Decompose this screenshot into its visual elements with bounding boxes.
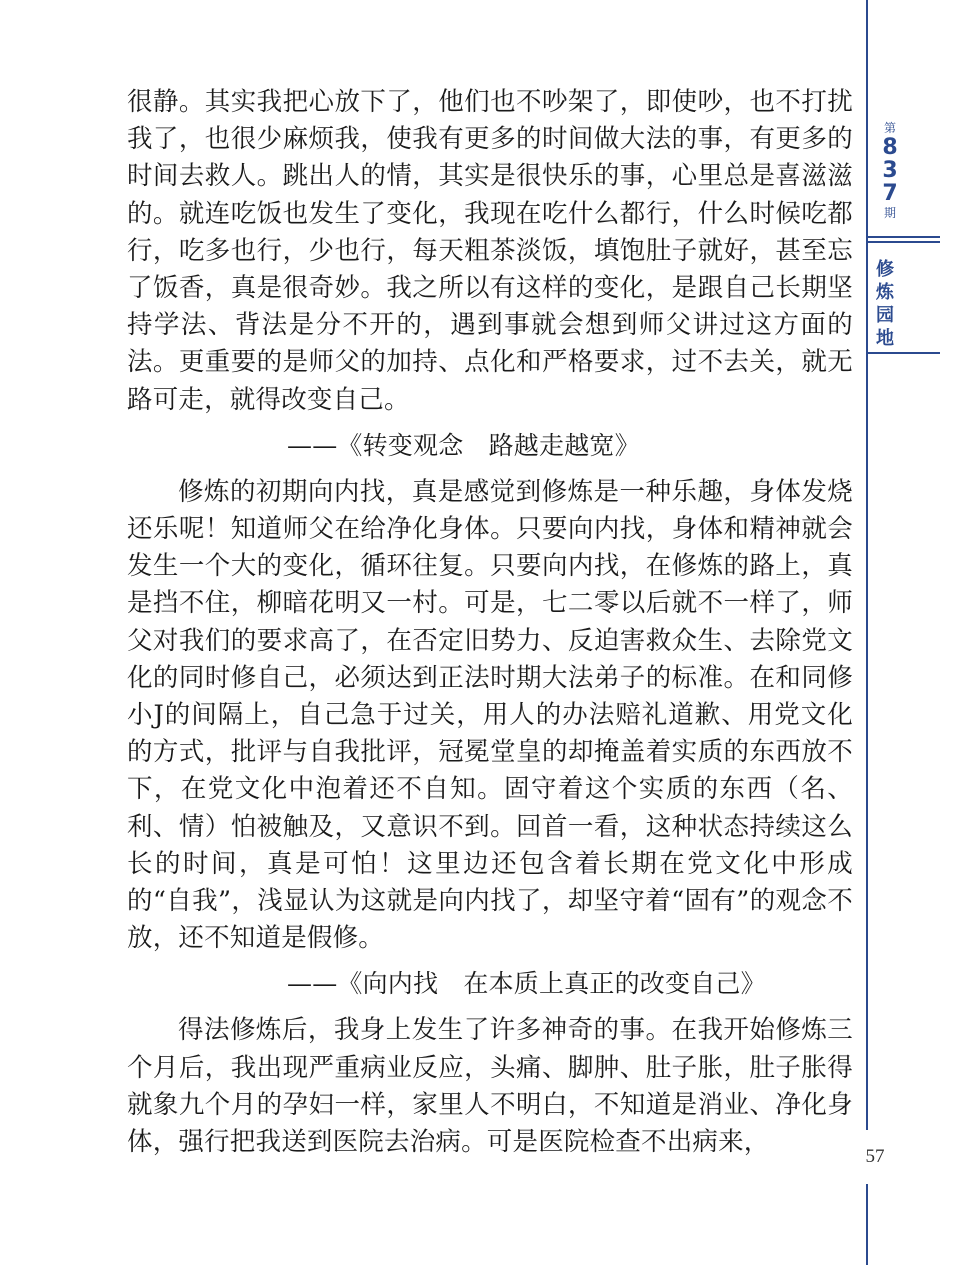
issue-digit: 3 <box>882 158 898 183</box>
issue-label <box>868 120 912 221</box>
paragraph: 修炼的初期向内找，真是感觉到修炼是一种乐趣，身体发烧还乐呢！知道师父在给净化身体。只要向内找，身体和精神就会发生一个大的变化，循环往复。只要向内找，在修炼的路上，真是挡不住，柳暗花明又一村。可是，七二零以后就不一样了，师父对我们的要求高了，在否定旧势力、反迫害救众生、去除党文化的同时修自己，必须达到正法时期大法弟子的标准。在和同修小J的间隔上，自己急于过关，用人的办法赔礼道歉、用党文化的方式，批评与自我批评，冠冕堂皇的却掩盖着实质的东西放不下，在党文化中泡着还不自知。固守着这个实质的东西（名、利、情）怕被触及，又意识不到。回首一看，这种状态持续这么长的时间，真是可怕！这里边还包含着长期在党文化中形成的“自我”，浅显认为这就是向内找了，却坚守着“固有”的观念不放，还不知道是假修。 <box>127 476 853 954</box>
tab-divider-top <box>868 236 940 238</box>
section-char: 地 <box>876 328 894 349</box>
section-char: 园 <box>876 305 894 326</box>
article-body <box>127 84 853 1161</box>
paragraph: 很静。其实我把心放下了，他们也不吵架了，即使吵，也不打扰我了，也很少麻烦我，使我有更多的时间做大法的事，有更多的时间去救人。跳出人的情，其实是很快乐的事，心里总是喜滋滋的。就连吃饭也发生了变化，我现在吃什么都行，什么时候吃都行，吃多也行，少也行，每天粗茶淡饭，填饱肚子就好，甚至忘了饭香，真是很奇妙。我之所以有这样的变化，是跟自己长期坚持学法、背法是分不开的，遇到事就会想到师父讲过这方面的法。更重要的是师父的加持、点化和严格要求，过不去关，就无路可走，就得改变自己。 <box>127 87 853 415</box>
issue-suffix: 期 <box>883 206 896 220</box>
issue-digit: 8 <box>882 135 898 160</box>
section-title <box>868 258 902 350</box>
source-citation: ——《转变观念 路越走越宽》 <box>287 430 640 460</box>
paragraph: 得法修炼后，我身上发生了许多神奇的事。在我开始修炼三个月后，我出现严重病业反应，头痛、脚肿、肚子胀，肚子胀得就象九个月的孕妇一样，家里人不明白，不知道是消业、净化身体，强行把我送到医院去治病。可是医院检查不出病来， <box>127 1015 853 1158</box>
tab-divider-bottom <box>868 241 940 243</box>
tab-divider-end <box>868 352 940 354</box>
section-char: 修 <box>876 259 894 280</box>
source-citation: ——《向内找 在本质上真正的改变自己》 <box>287 969 766 999</box>
issue-prefix: 第 <box>883 121 896 135</box>
issue-digit: 7 <box>882 181 898 206</box>
page-number: 57 <box>865 1146 885 1167</box>
section-char: 炼 <box>876 282 894 303</box>
